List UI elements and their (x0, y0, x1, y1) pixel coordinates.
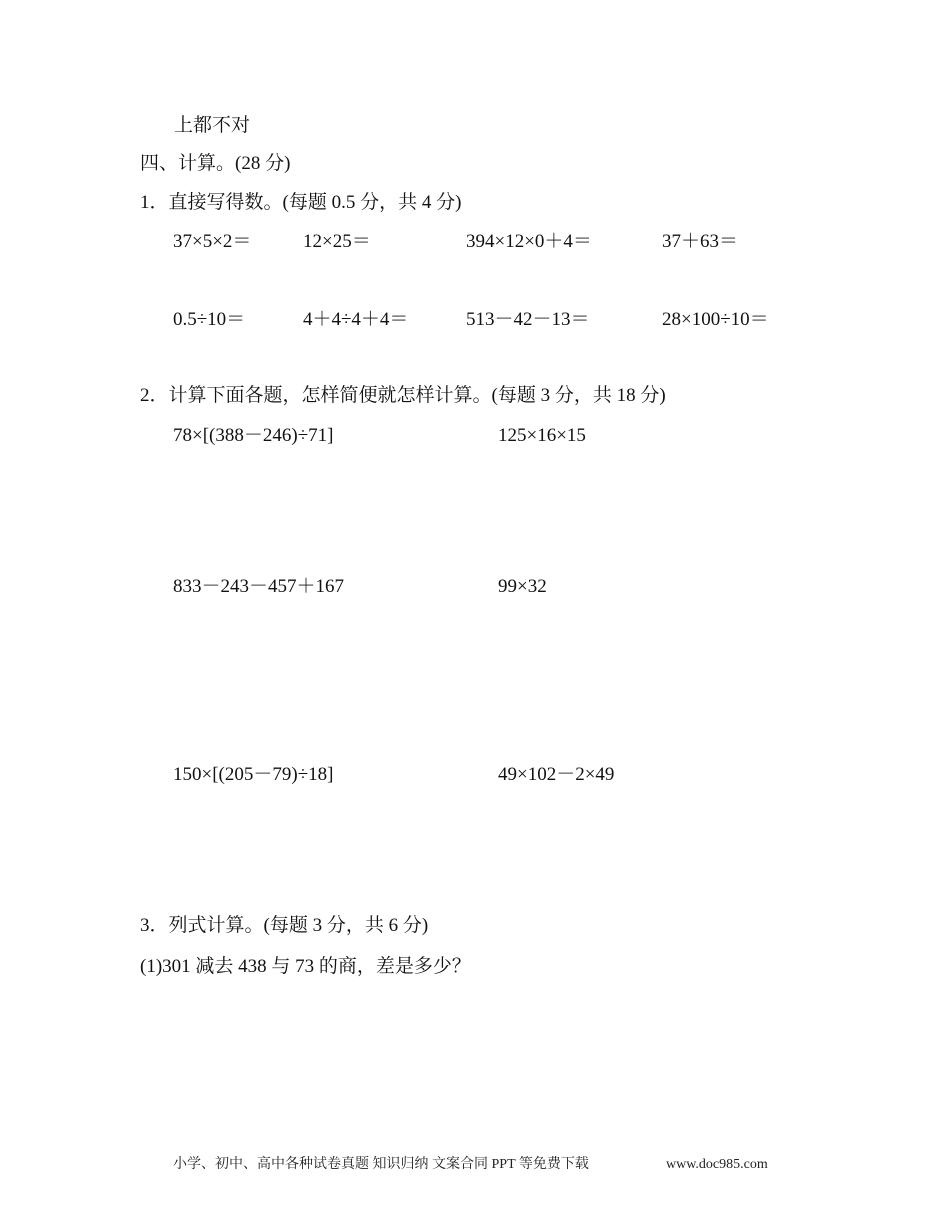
footer-text: 小学、初中、高中各种试卷真题 知识归纳 文案合同 PPT 等免费下载 (173, 1157, 589, 1172)
q3-item: (1)301 减去 438 与 73 的商，差是多少？ (140, 956, 471, 977)
q1-problem: 12×25＝ (303, 231, 371, 252)
section-heading: 四、计算。(28 分) (140, 153, 291, 174)
q1-problem: 28×100÷10＝ (662, 309, 769, 330)
q1-problem: 4＋4÷4＋4＝ (303, 309, 409, 330)
q2-problem: 78×[(388－246)÷71] (173, 425, 334, 446)
q2-problem: 150×[(205－79)÷18] (173, 764, 334, 785)
q2-problem: 833－243－457＋167 (173, 576, 345, 597)
q2-title: 2．计算下面各题，怎样简便就怎样计算。(每题 3 分，共 18 分) (140, 385, 666, 406)
q2-problem: 125×16×15 (498, 425, 586, 446)
q1-title: 1．直接写得数。(每题 0.5 分，共 4 分) (140, 192, 462, 213)
q2-problem: 49×102－2×49 (498, 764, 615, 785)
q1-problem: 37×5×2＝ (173, 231, 252, 252)
footer-url[interactable]: www.doc985.com (666, 1157, 768, 1172)
q1-problem: 394×12×0＋4＝ (466, 231, 592, 252)
q3-title: 3．列式计算。(每题 3 分，共 6 分) (140, 915, 429, 936)
q1-problem: 0.5÷10＝ (173, 309, 246, 330)
continuation-text: 上都不对 (174, 115, 251, 136)
q1-problem: 513－42－13＝ (466, 309, 590, 330)
q1-problem: 37＋63＝ (662, 231, 739, 252)
q2-problem: 99×32 (498, 576, 547, 597)
